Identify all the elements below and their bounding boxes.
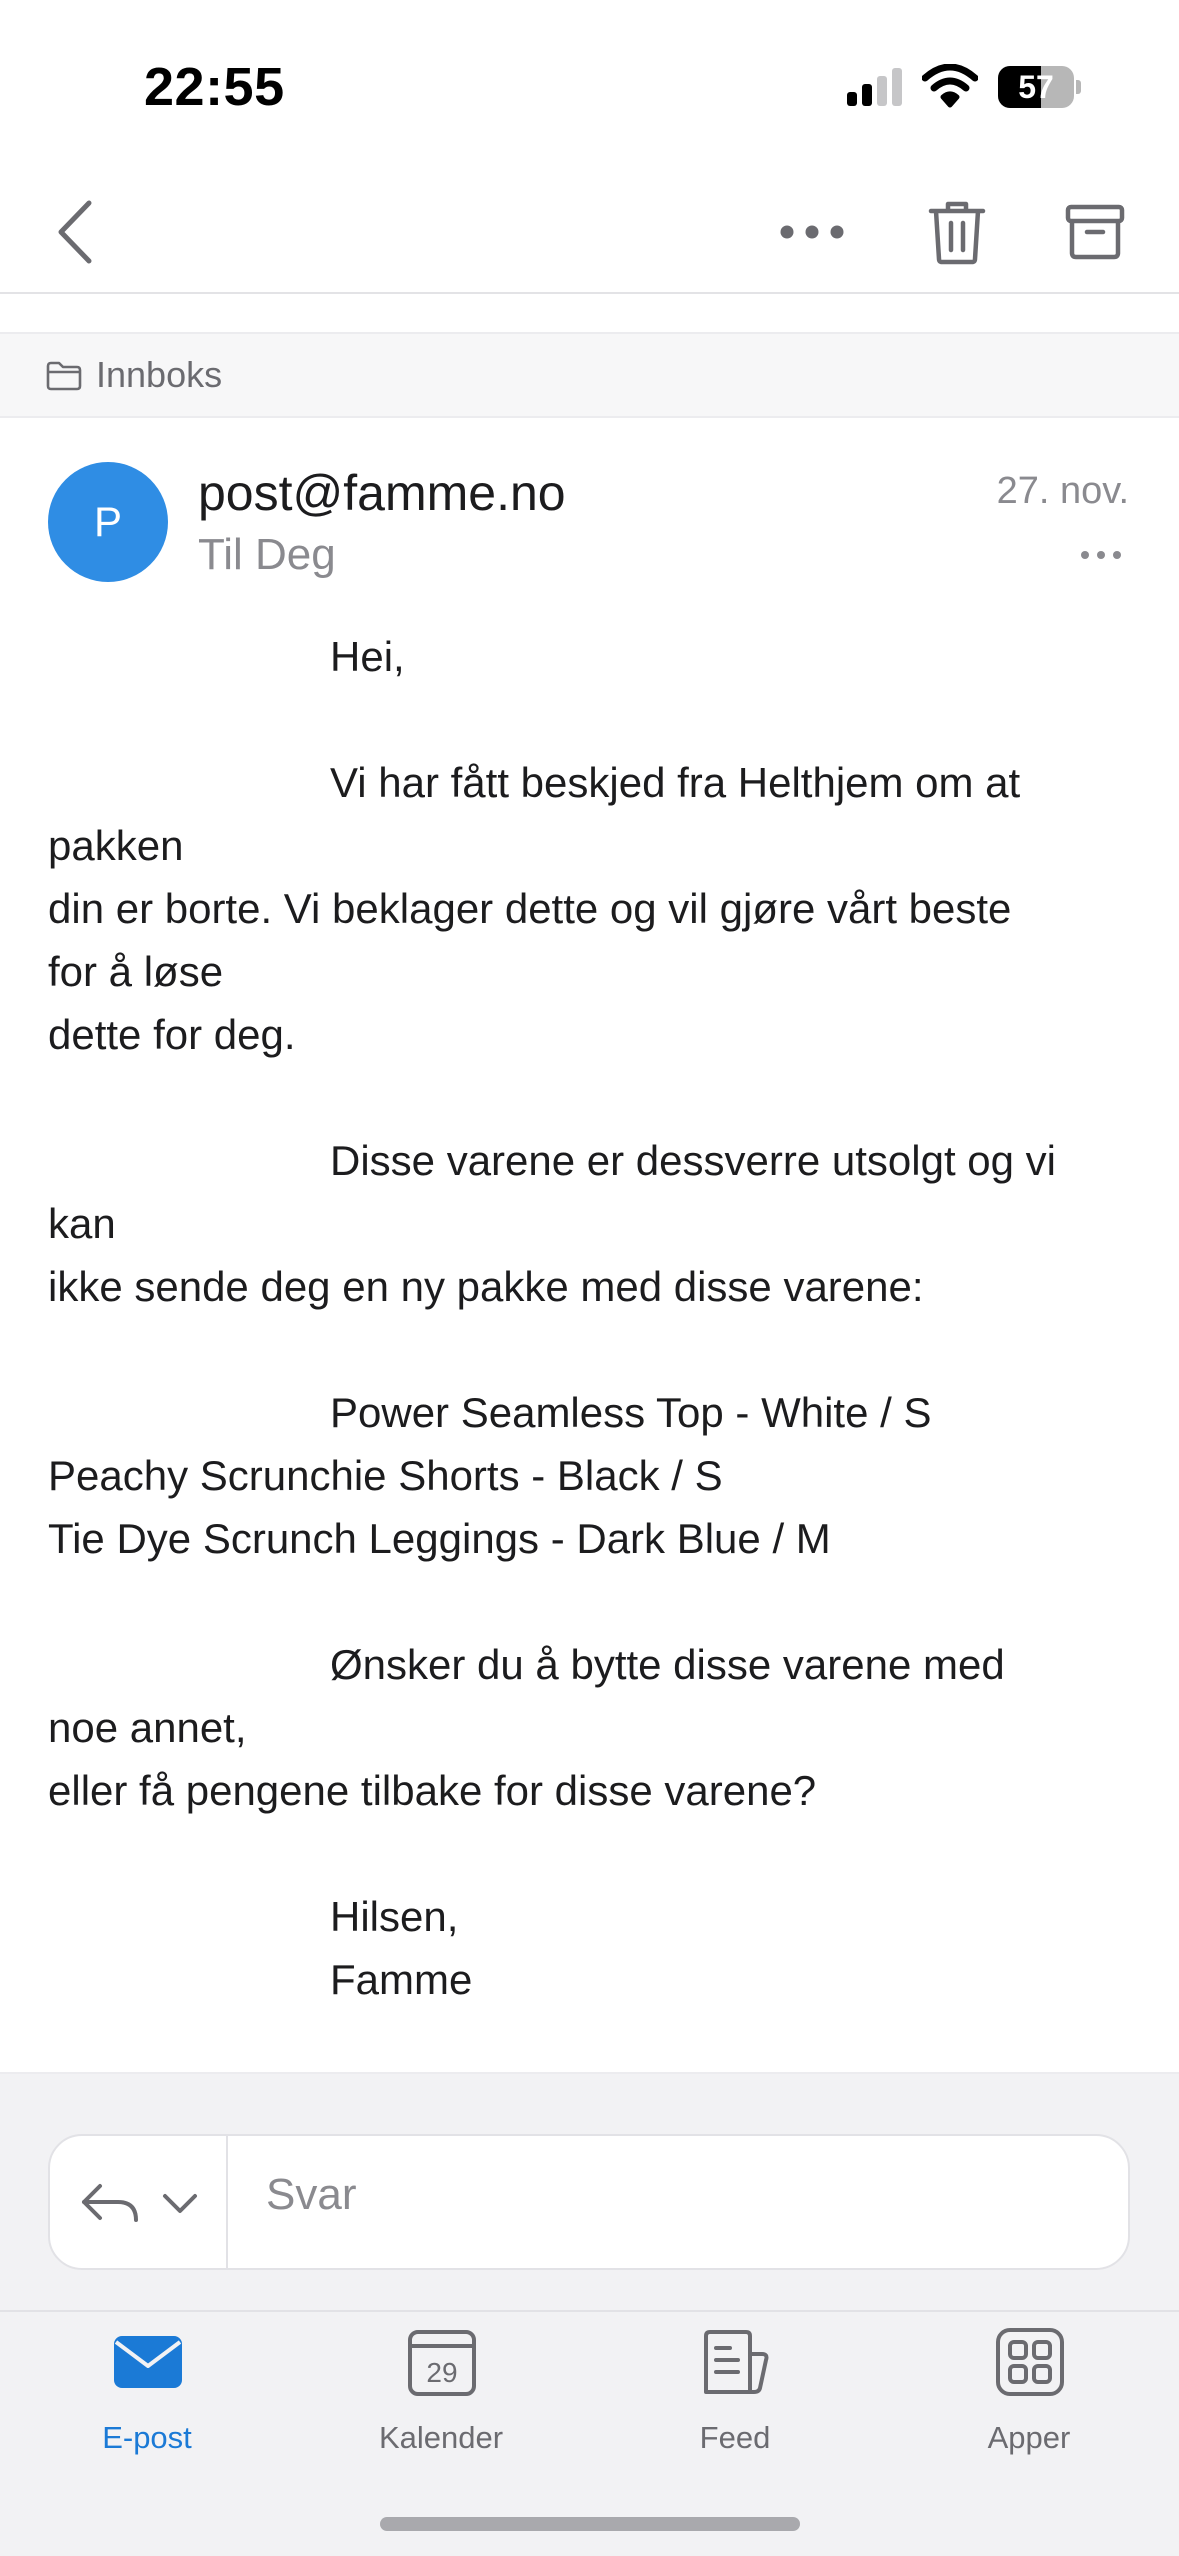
reply-area	[0, 2074, 1179, 2310]
body-line: din er borte. Vi beklager dette og vil gjøre vårt beste	[48, 885, 1012, 932]
body-line: Vi har fått beskjed fra Helthjem om at	[330, 759, 1021, 806]
recipient-label[interactable]: Til Deg	[198, 530, 336, 579]
more-horizontal-icon	[779, 224, 845, 240]
tab-label: Feed	[699, 2420, 771, 2455]
tab-label: Apper	[987, 2420, 1071, 2455]
product-line: Tie Dye Scrunch Leggings - Dark Blue / M	[48, 1515, 831, 1562]
feed-icon	[700, 2326, 772, 2398]
battery-icon	[998, 66, 1080, 108]
battery-percent: 57	[1018, 69, 1054, 105]
tab-feed[interactable]	[588, 2312, 882, 2492]
reply-options-button[interactable]	[50, 2136, 228, 2268]
archive-button[interactable]	[1058, 194, 1132, 270]
back-button[interactable]	[40, 190, 110, 274]
folder-icon	[46, 360, 82, 392]
reply-icon	[80, 2180, 140, 2226]
reply-input[interactable]: Svar	[266, 2170, 357, 2219]
folder-label: Innboks	[96, 354, 223, 395]
archive-icon	[1065, 203, 1125, 261]
wifi-icon	[922, 64, 978, 108]
avatar[interactable]: P	[48, 462, 168, 582]
body-line: ikke sende deg en ny pakke med disse varene:	[48, 1263, 924, 1310]
body-line: kan	[48, 1200, 116, 1247]
home-indicator[interactable]	[380, 2517, 800, 2531]
calendar-icon	[406, 2326, 478, 2398]
sender-address[interactable]: post@famme.no	[198, 465, 566, 521]
mail-icon	[112, 2326, 184, 2398]
tab-label: Kalender	[378, 2420, 504, 2455]
more-options-button[interactable]	[772, 200, 852, 264]
chevron-left-icon	[53, 197, 97, 267]
apps-grid-icon	[994, 2326, 1066, 2398]
body-line: pakken	[48, 822, 184, 869]
body-line: eller få pengene tilbake for disse varene?	[48, 1767, 817, 1814]
chevron-down-icon	[160, 2188, 200, 2218]
tab-apps[interactable]	[882, 2312, 1176, 2492]
delete-button[interactable]	[920, 194, 994, 270]
message-date: 27. nov.	[996, 470, 1129, 512]
cellular-signal-icon	[845, 66, 905, 106]
message-more-icon[interactable]	[1079, 540, 1123, 570]
message-toolbar	[0, 170, 1179, 294]
tab-calendar[interactable]	[294, 2312, 588, 2492]
folder-breadcrumb[interactable]	[0, 332, 1179, 418]
product-line: Peachy Scrunchie Shorts - Black / S	[48, 1452, 723, 1499]
body-line: Hei,	[330, 633, 405, 680]
status-time: 22:55	[144, 57, 285, 117]
body-line: noe annet,	[48, 1704, 247, 1751]
body-line: for å løse	[48, 948, 224, 995]
calendar-day: 29	[426, 2357, 458, 2388]
tab-email[interactable]	[0, 2312, 294, 2492]
product-line: Power Seamless Top - White / S	[330, 1389, 932, 1436]
body-line: dette for deg.	[48, 1011, 296, 1058]
reply-box	[48, 2134, 1130, 2270]
trash-icon	[927, 199, 987, 265]
message-body	[48, 625, 1138, 2011]
status-bar	[0, 0, 1179, 170]
body-line: Ønsker du å bytte disse varene med	[330, 1641, 1005, 1688]
body-line: Disse varene er dessverre utsolgt og vi	[330, 1137, 1056, 1184]
signoff-line: Hilsen,	[330, 1893, 459, 1940]
tab-label: E-post	[102, 2420, 192, 2455]
signoff-line: Famme	[330, 1956, 473, 2003]
